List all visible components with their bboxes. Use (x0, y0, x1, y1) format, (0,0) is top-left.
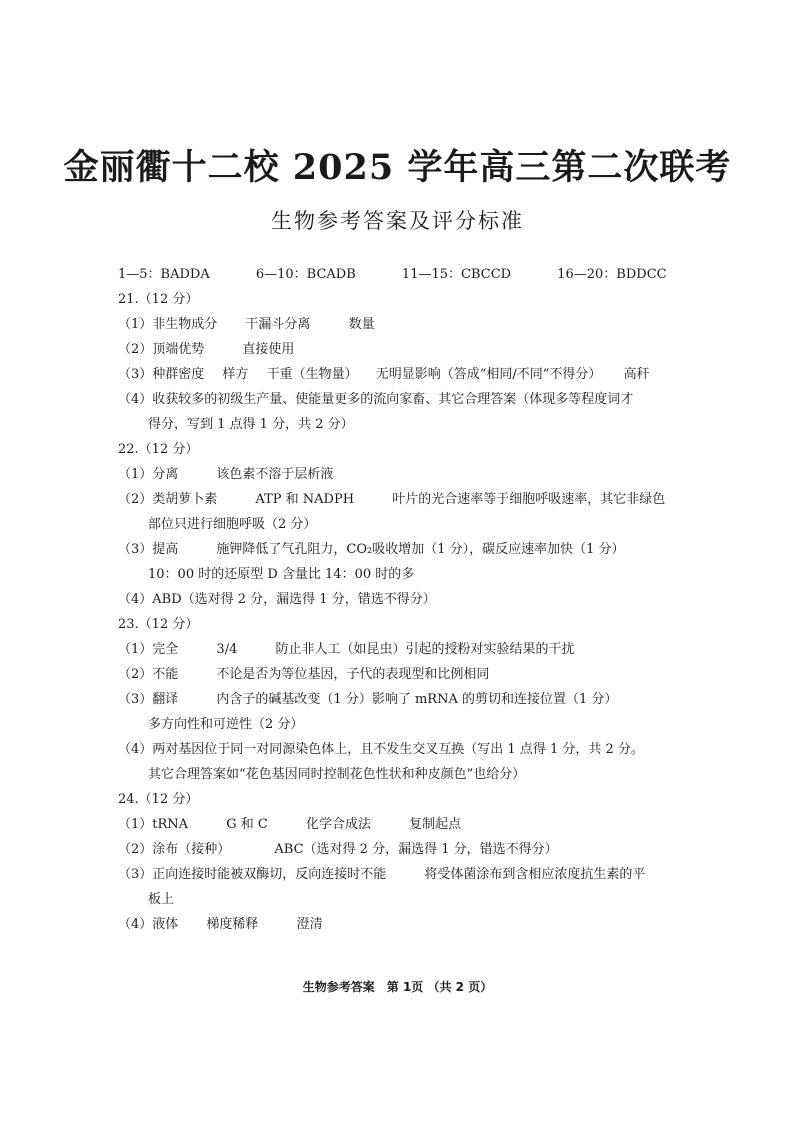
q23-line-3 (118, 687, 688, 712)
q23-line-4a: （4）两对基因位于同一对同源染色体上，且不发生交叉互换（写出 1 点得 1 分，共 2 分。 (118, 742, 644, 757)
q24-header: 24.（12 分） (118, 792, 199, 807)
q22-line-4: （4）ABD（选对得 2 分，漏选得 1 分，错选不得分） (118, 592, 436, 607)
choice-answer-6-10: 6—10：BCADB (255, 267, 356, 282)
q23-1-a: （1）完全 (118, 642, 179, 657)
q23-line-4b: 其它合理答案如“花色基因同时控制花色性状和种皮颜色”也给分） (148, 767, 526, 782)
page-footer: 生物参考答案 第 1页 （共 2 页） (302, 980, 493, 994)
choice-answer-1-5: 1—5：BADDA (118, 267, 210, 282)
q22-3-a: （3）提高 (118, 542, 179, 557)
q21-line-4b: 得分，写到 1 点得 1 分，共 2 分） (148, 417, 354, 432)
q24-2-a: （2）涂布（接种） (118, 842, 231, 857)
q22-header: 22.（12 分） (118, 442, 199, 457)
q24-3-a: （3）正向连接时能被双酶切，反向连接时不能 (118, 867, 387, 882)
q24-1-a: （1）tRNA (118, 817, 189, 832)
choice-answer-11-15: 11—15：CBCCD (401, 267, 512, 282)
q24-1-c: 化学合成法 (305, 817, 371, 832)
q24-4-b: 梯度稀释 (206, 917, 259, 932)
q22-line-2 (118, 487, 688, 512)
q21-1-b: 干漏斗分离 (245, 317, 311, 332)
q23-1-b: 3/4 (216, 642, 238, 657)
q21-1-c: 数量 (348, 317, 375, 332)
q23-1-c: 防止非人工（如昆虫）引起的授粉对实验结果的干扰 (275, 642, 575, 657)
q24-line-1 (118, 812, 688, 837)
q24-3-b: 将受体菌涂布到含相应浓度抗生素的平 (424, 867, 646, 882)
q24-1-d: 复制起点 (409, 817, 462, 832)
q21-3-e: 高秆 (623, 367, 650, 382)
q23-2-b: 不论是否为等位基因，子代的表现型和比例相同 (216, 667, 490, 682)
q22-3-b: 施钾降低了气孔阻力，CO₂吸收增加（1 分），碳反应速率加快（1 分） (216, 542, 625, 557)
q24-4-c: 澄清 (296, 917, 323, 932)
q22-1-b: 该色素不溶于层析液 (216, 467, 334, 482)
choice-answers-line (118, 262, 688, 287)
q23-header: 23.（12 分） (118, 617, 199, 632)
exam-subtitle: 生物参考答案及评分标准 (271, 209, 524, 233)
q24-4-a: （4）液体 (118, 917, 179, 932)
q22-2-a: （2）类胡萝卜素 (118, 492, 218, 507)
q24-line-3 (118, 862, 688, 887)
q21-line-4a: （4）收获较多的初级生产量、使能量更多的流向家畜、其它合理答案（体现多等程度词才 (118, 392, 634, 407)
q22-2-c: 叶片的光合速率等于细胞呼吸速率，其它非绿色 (392, 492, 666, 507)
q23-line-1 (118, 637, 688, 662)
q24-line-2 (118, 837, 688, 862)
q23-3-a: （3）翻译 (118, 692, 179, 707)
q21-1-a: （1）非生物成分 (118, 317, 218, 332)
q21-2-b: 直接使用 (242, 342, 295, 357)
choice-answer-16-20: 16—20：BDDCC (557, 267, 667, 282)
q22-line-1 (118, 462, 688, 487)
q21-line-3 (118, 362, 688, 387)
exam-title: 金丽衢十二校 2025 学年高三第二次联考 (63, 147, 732, 188)
q23-line-2 (118, 662, 688, 687)
q21-header: 21.（12 分） (118, 292, 199, 307)
q21-2-a: （2）顶端优势 (118, 342, 205, 357)
q24-line-3b: 板上 (148, 892, 175, 907)
q23-line-3b: 多方向性和可逆性（2 分） (148, 717, 304, 732)
q21-3-b: 样方 (222, 367, 249, 382)
q24-1-b: G 和 C (226, 817, 268, 832)
q23-2-a: （2）不能 (118, 667, 179, 682)
q23-3-b: 内含子的碱基改变（1 分）影响了 mRNA 的剪切和连接位置（1 分） (216, 692, 618, 707)
q21-line-2 (118, 337, 688, 362)
answer-content (118, 262, 688, 937)
q21-3-a: （3）种群密度 (118, 367, 205, 382)
q21-line-1 (118, 312, 688, 337)
q22-2-b: ATP 和 NADPH (255, 492, 355, 507)
q22-line-3b: 10：00 时的还原型 D 含量比 14：00 时的多 (148, 567, 415, 582)
q24-2-b: ABC（选对得 2 分，漏选得 1 分，错选不得分） (274, 842, 558, 857)
q22-1-a: （1）分离 (118, 467, 179, 482)
q22-line-2b: 部位只进行细胞呼吸（2 分） (148, 517, 317, 532)
q21-3-d: 无明显影响（答成“相同/不同”不得分） (375, 367, 602, 382)
q24-line-4 (118, 912, 688, 937)
q21-3-c: 干重（生物量） (266, 367, 358, 382)
q22-line-3 (118, 537, 688, 562)
